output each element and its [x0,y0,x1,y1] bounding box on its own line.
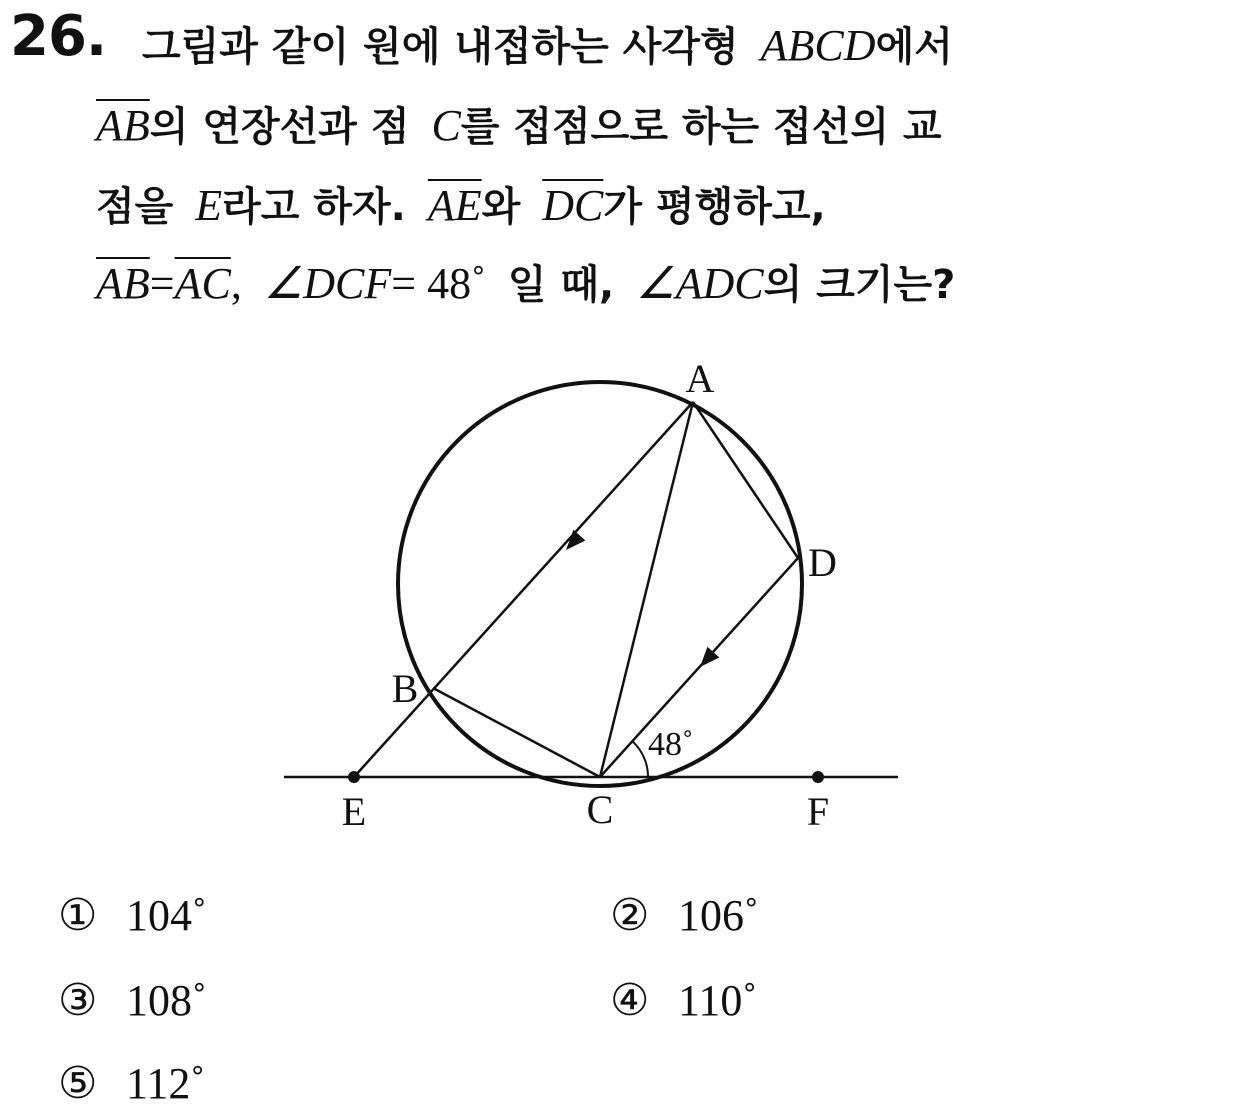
label-f: F [806,789,830,834]
math-point-e: E [195,181,223,230]
choice-number: ③ [58,976,98,1025]
choice-number: ① [58,891,98,940]
choice-4[interactable] [610,975,757,1026]
angle-arc [632,741,648,777]
line-ae [354,402,693,777]
point-e-dot [348,771,360,783]
question-number: 26. [10,4,107,69]
label-a: A [685,356,715,401]
choice-number: ② [610,891,650,940]
choice-value: 108˚ [126,976,207,1025]
geometry-figure [270,340,920,840]
question-line-2 [96,101,942,150]
point-f-dot [812,771,824,783]
math-point-c: C [431,101,461,150]
angle-label: 48˚ [648,726,694,763]
question-text: 점을 [96,184,174,230]
math-segment-dc: $\overline{DC}$ [542,181,604,230]
question-line-3 [96,181,826,230]
question-text: 일 때, [507,262,615,308]
math-segment-ae: $\overline{AE}$ [427,181,482,230]
choice-value: 106˚ [678,891,759,940]
label-d: D [808,540,837,585]
choice-value: 112˚ [126,1059,206,1108]
segment-bc [433,688,600,777]
math-equals: = [149,259,175,308]
question-text: 가 평행하고, [603,184,826,230]
choice-number: ④ [610,976,650,1025]
question-text: 라고 하자. [222,184,406,230]
choice-2[interactable] [610,890,759,941]
question-text: 에서 [875,24,953,70]
math-comma: , [230,259,242,308]
choice-value: 104˚ [126,891,207,940]
choice-value: 110˚ [678,976,758,1025]
math-quadrilateral: ABCD [760,21,876,70]
math-segment-ab: $\overline{AB}$ [96,259,150,308]
question-line-4 [96,259,956,308]
question-line-1 [142,21,953,70]
math-angle-value: = 48˚ [391,259,486,308]
parallel-arrow-icon [560,530,585,556]
question-text: 의 연장선과 점 [149,104,410,150]
label-c: C [586,787,614,832]
question-text: 를 접점으로 하는 접선의 교 [460,104,942,150]
question-text: 그림과 같이 원에 내접하는 사각형 [142,24,739,70]
question-text: 의 크기는? [763,262,956,308]
question-text: 와 [481,184,521,230]
choice-3[interactable] [58,975,207,1026]
math-angle-dcf: ∠DCF [263,259,392,308]
math-segment-ab: $\overline{AB}$ [96,101,150,150]
label-e: E [341,789,367,834]
segment-dc [600,558,798,777]
label-b: B [391,666,419,711]
choice-number: ⑤ [58,1059,98,1108]
segment-ac [600,402,693,777]
math-segment-ac: $\overline{AC}$ [174,259,231,308]
circumscribed-circle [398,382,802,786]
choice-1[interactable] [58,890,207,941]
choice-5[interactable] [58,1058,205,1109]
math-angle-adc: ∠ADC [636,259,764,308]
segment-ad [693,402,798,558]
